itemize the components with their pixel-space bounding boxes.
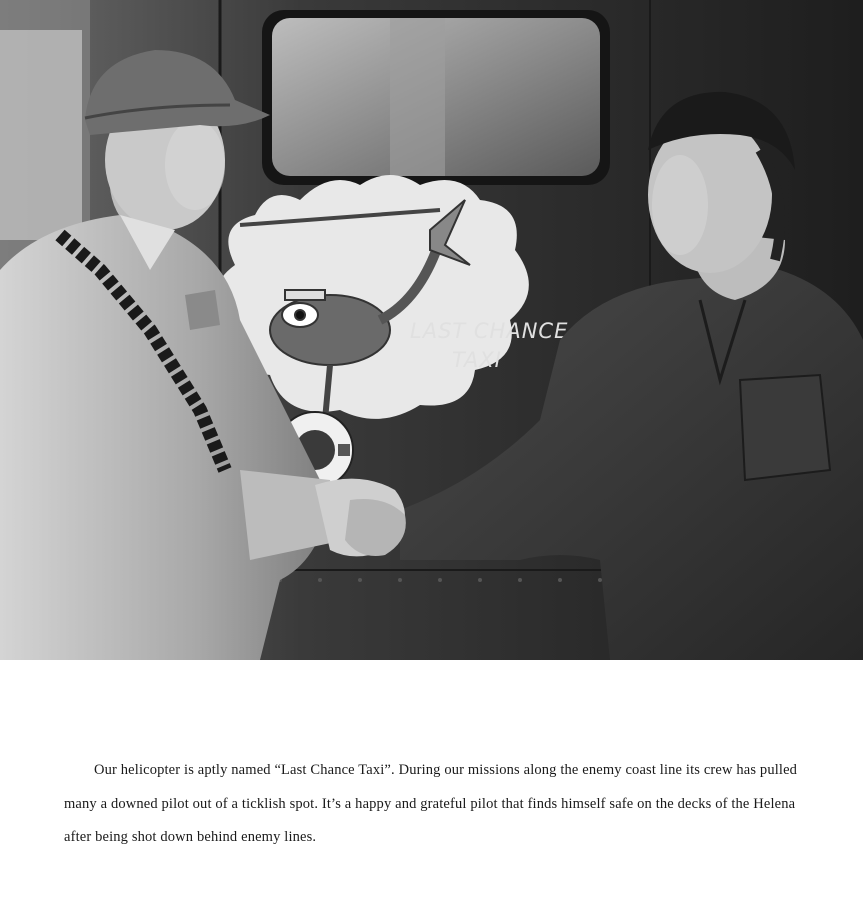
- caption-text: Our helicopter is aptly named “Last Chance Taxi”. During our missions along the enemy coast line its crew has pulled many a downed pilot out of a ticklish spot. It’s a happy and grateful pilot that finds himself safe on the decks of the Helena after being shot down behind enemy lines.: [64, 762, 798, 845]
- hangar-opening: [0, 30, 82, 240]
- nose-art-text-line1: LAST CHANCE: [410, 319, 569, 343]
- nose-art-text-line2: TAXI: [452, 348, 502, 372]
- photo-caption: [64, 754, 804, 855]
